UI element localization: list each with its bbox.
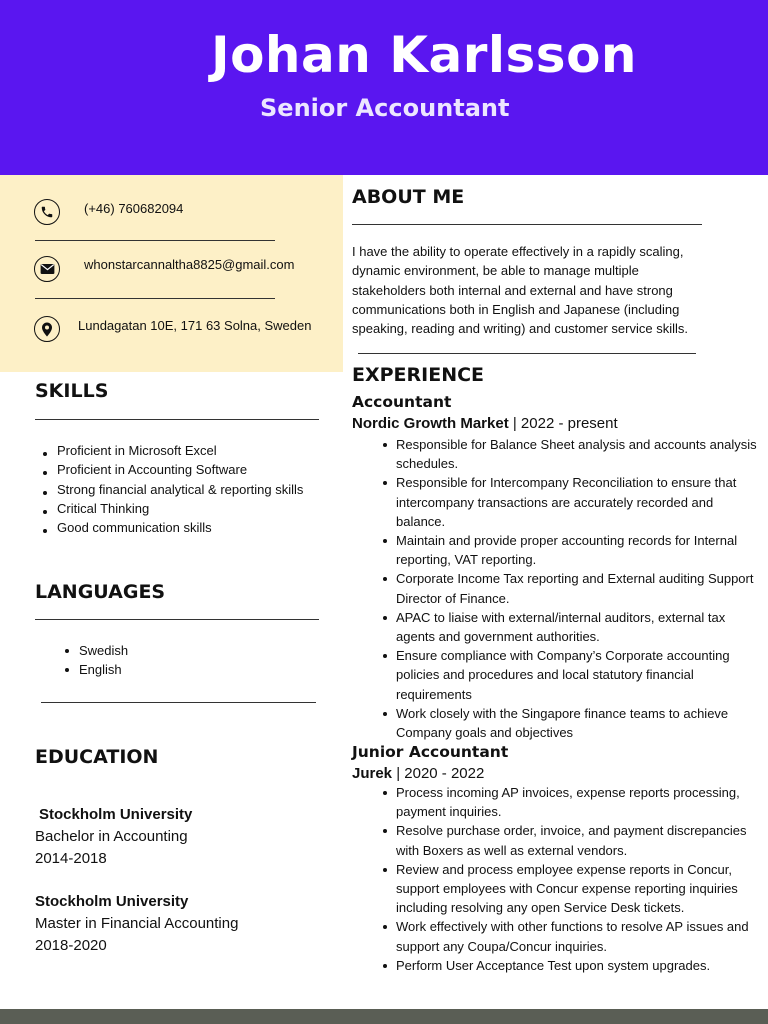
footer-bar — [0, 1009, 768, 1024]
language-item: English — [79, 660, 279, 679]
mail-icon — [34, 256, 60, 282]
education-degree: Bachelor in Accounting — [35, 828, 188, 845]
contact-divider — [35, 298, 275, 299]
job-bullets — [396, 435, 761, 742]
skills-heading: SKILLS — [35, 380, 109, 402]
education-years: 2014-2018 — [35, 850, 107, 867]
job-meta — [352, 765, 484, 782]
job-bullet: Corporate Income Tax reporting and External auditing Support Director of Finance. — [396, 569, 761, 607]
skills-list — [57, 441, 337, 537]
education-heading: EDUCATION — [35, 746, 159, 768]
job-period: | 2022 - present — [508, 415, 618, 432]
job-bullet: APAC to liaise with external/internal auditors, external tax agents and government authorities. — [396, 608, 761, 646]
education-degree: Master in Financial Accounting — [35, 915, 239, 932]
job-period: | 2020 - 2022 — [392, 765, 485, 782]
job-title-heading: Senior Accountant — [260, 94, 510, 122]
education-school: Stockholm University — [39, 806, 193, 823]
job-meta — [352, 415, 618, 432]
job-title: Junior Accountant — [352, 743, 509, 761]
skill-item: Critical Thinking — [57, 499, 337, 518]
job-company: Nordic Growth Market — [352, 415, 509, 432]
skills-divider — [35, 419, 319, 420]
job-bullet: Work effectively with other functions to resolve AP issues and support any Coupa/Concur inquiries. — [396, 917, 761, 955]
language-item: Swedish — [79, 641, 279, 660]
job-bullet: Process incoming AP invoices, expense reports processing, payment inquiries. — [396, 783, 761, 821]
job-bullet: Responsible for Balance Sheet analysis and accounts analysis schedules. — [396, 435, 761, 473]
job-bullet: Responsible for Intercompany Reconciliation to ensure that intercompany transactions are accurately recorded and balance. — [396, 473, 761, 531]
languages-divider — [35, 619, 319, 620]
contact-email-row — [0, 253, 343, 283]
job-bullet: Review and process employee expense reports in Concur, support employees with Concur expense reporting inquiries including resolving any open Service Desk tickets. — [396, 860, 761, 918]
header-banner — [0, 0, 768, 175]
job-bullet: Maintain and provide proper accounting records for Internal reporting, VAT reporting. — [396, 531, 761, 569]
contact-divider — [35, 240, 275, 241]
languages-heading: LANGUAGES — [35, 581, 166, 603]
skill-item: Good communication skills — [57, 518, 337, 537]
job-bullet: Perform User Acceptance Test upon system upgrades. — [396, 956, 761, 975]
contact-email: whonstarcannaltha8825@gmail.com — [84, 257, 295, 272]
about-bottom-divider — [358, 353, 696, 354]
contact-panel — [0, 175, 343, 372]
experience-heading: EXPERIENCE — [352, 364, 485, 386]
location-pin-icon — [34, 316, 60, 342]
phone-icon — [34, 199, 60, 225]
person-name: Johan Karlsson — [210, 26, 638, 84]
languages-list — [79, 641, 279, 680]
job-company: Jurek — [352, 765, 393, 782]
contact-phone-row — [0, 197, 343, 227]
education-school: Stockholm University — [35, 893, 189, 910]
job-bullet: Ensure compliance with Company’s Corporate accounting policies and procedures and local statutory financial requirements — [396, 646, 761, 704]
contact-address: Lundagatan 10E, 171 63 Solna, Sweden — [78, 318, 312, 333]
job-bullet: Resolve purchase order, invoice, and payment discrepancies with Boxers as well as external vendors. — [396, 821, 761, 859]
contact-phone: (+46) 760682094 — [84, 201, 184, 216]
skill-item: Strong financial analytical & reporting skills — [57, 480, 337, 499]
job-bullets — [396, 783, 761, 975]
contact-address-row — [0, 314, 343, 344]
about-divider — [352, 224, 702, 225]
education-years: 2018-2020 — [35, 937, 107, 954]
about-heading: ABOUT ME — [352, 186, 465, 208]
languages-bottom-divider — [41, 702, 316, 703]
about-text: I have the ability to operate effectively in a rapidly scaling, dynamic environment, be able to manage multiple stakeholders both internal and external and have strong communications both in English and Japanese (including speaking, reading and writing) and customer service skills. — [352, 244, 688, 337]
job-bullet: Work closely with the Singapore finance teams to achieve Company goals and objectives — [396, 704, 761, 742]
skill-item: Proficient in Accounting Software — [57, 460, 337, 479]
job-title: Accountant — [352, 393, 452, 411]
skill-item: Proficient in Microsoft Excel — [57, 441, 337, 460]
